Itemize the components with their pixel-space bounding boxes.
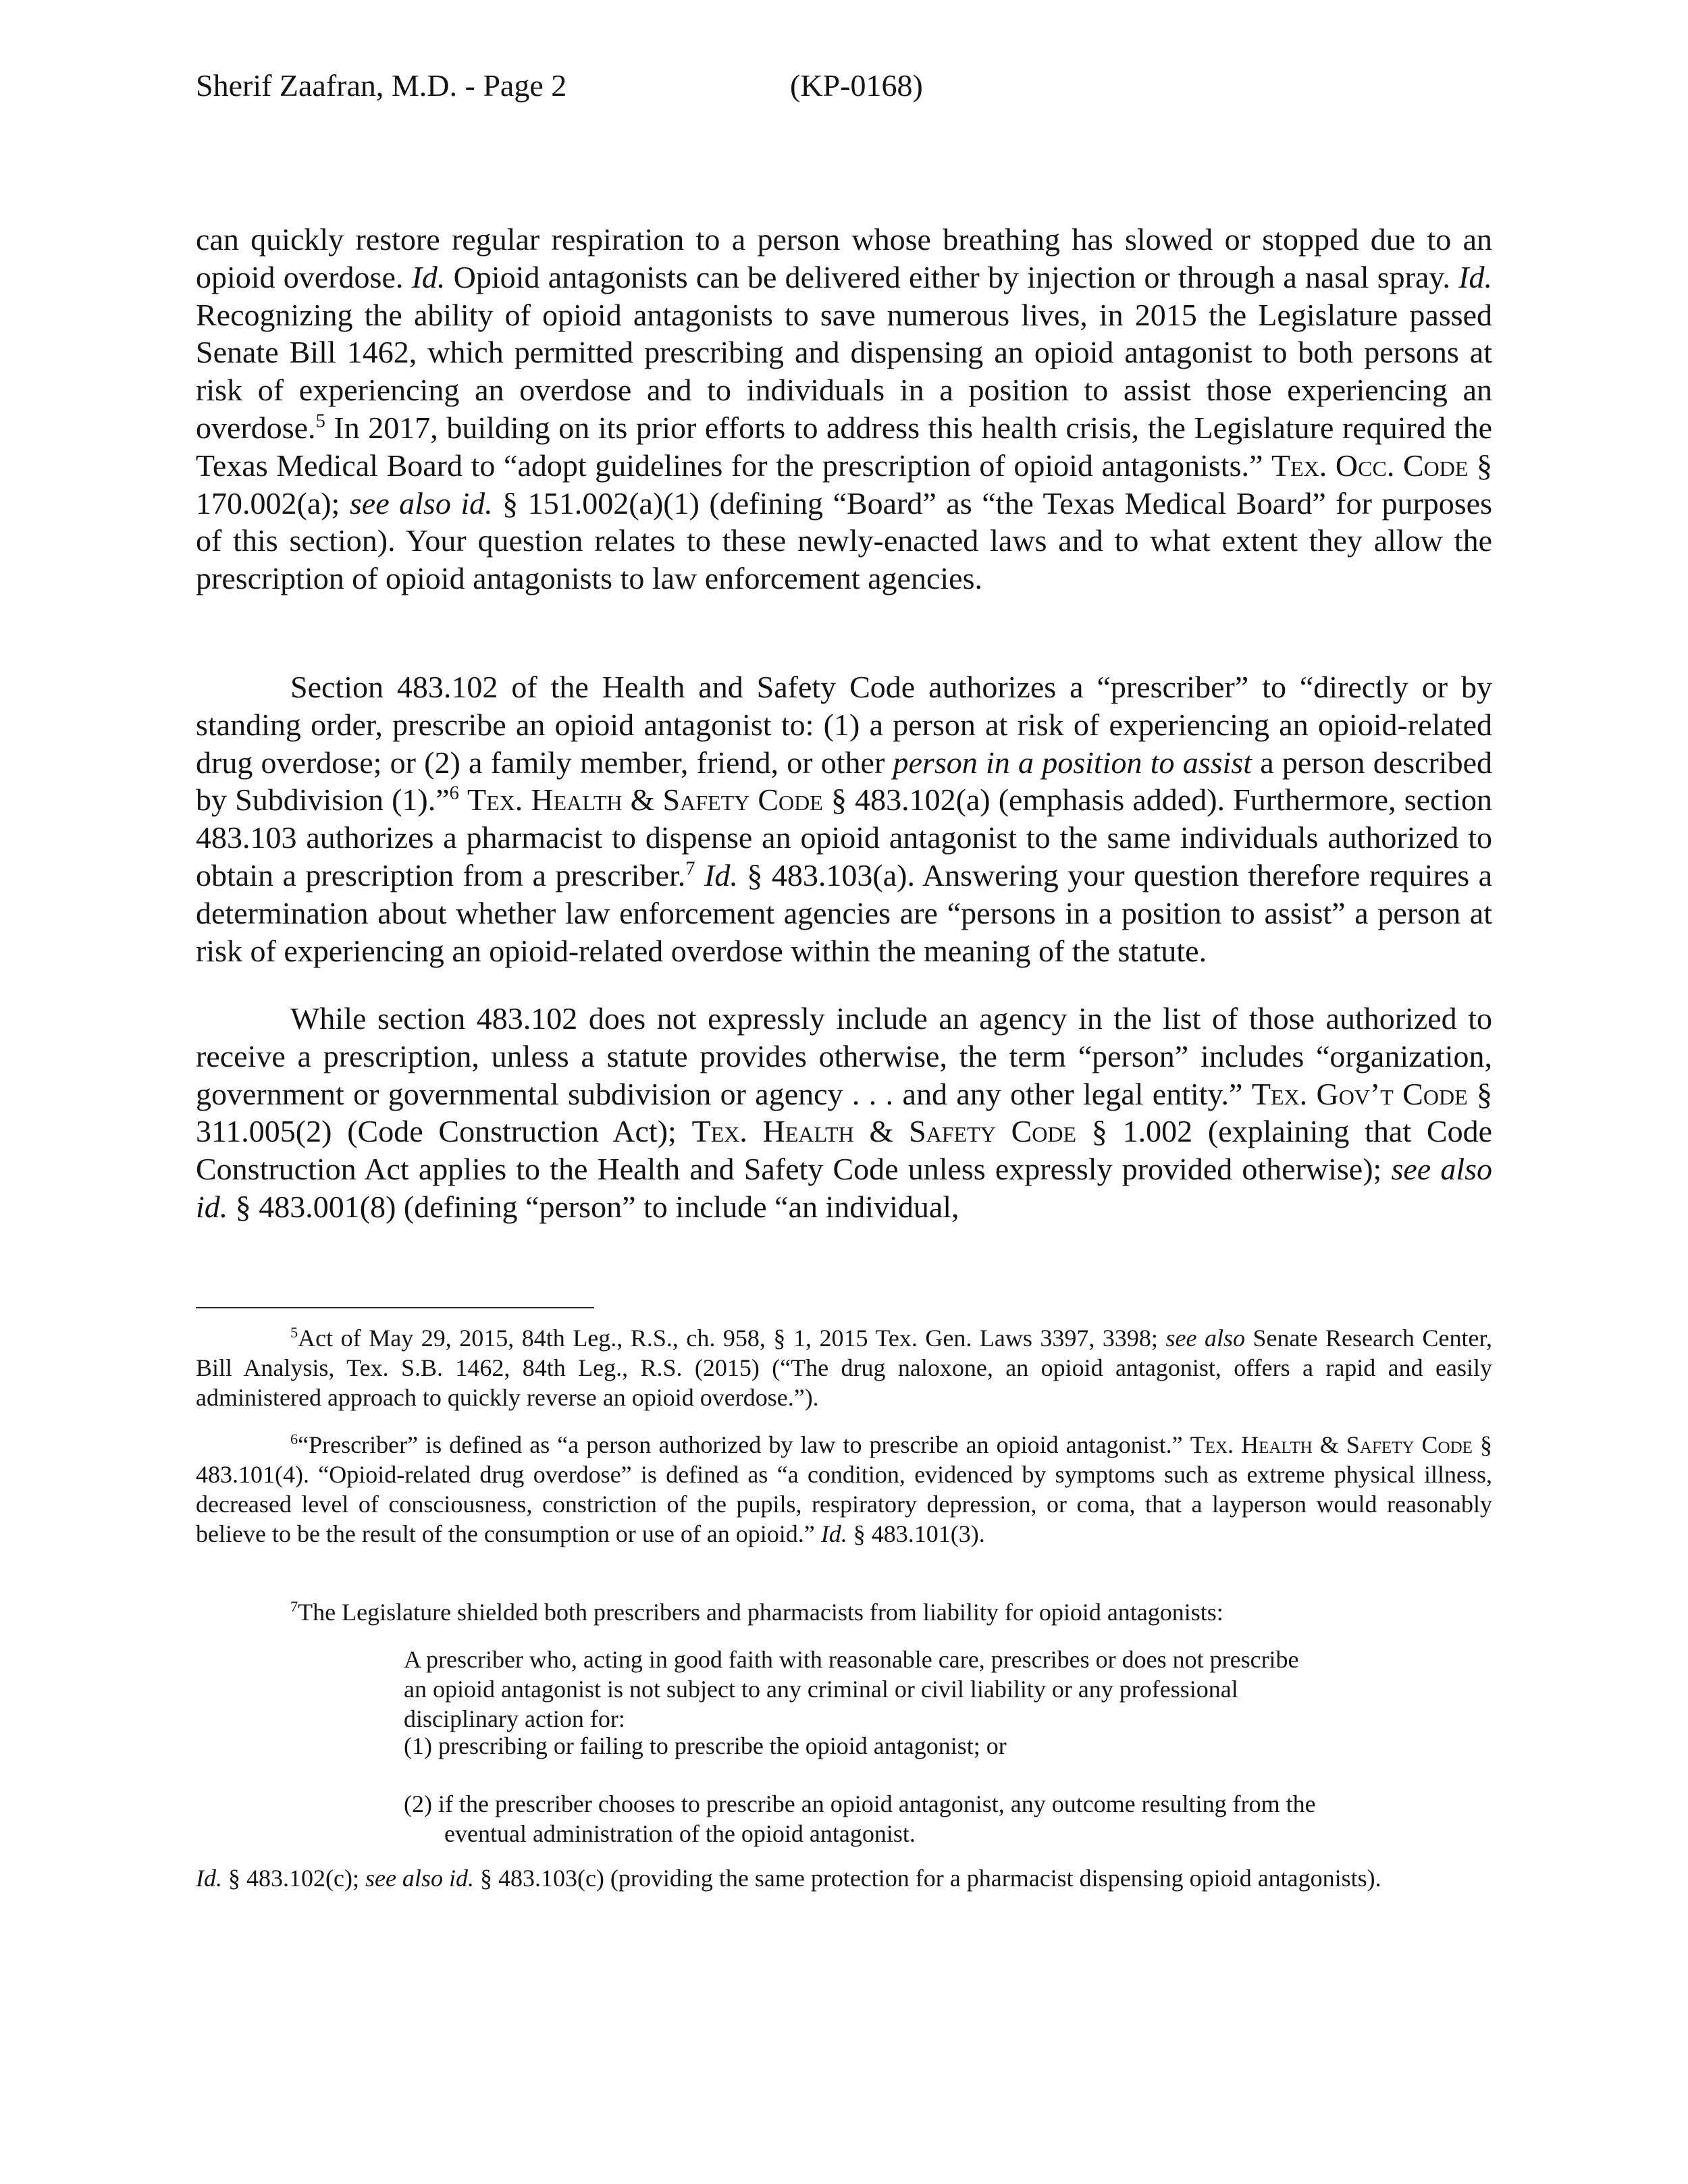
citation-id: Id.: [1458, 259, 1492, 294]
text: Opioid antagonists can be delivered either by injection or through a nasal spray.: [445, 259, 1459, 294]
text: § 151.002(a)(1) (defining “Board” as “the Texas Medical Board” for purposes of this section). Your question relates to these newly-enacted laws and to what extent they allow the prescription of opioid antagonists to law enforcement agencies.: [196, 485, 1492, 596]
text: a person described by Subdivision (1).”: [196, 745, 1492, 818]
citation-id: Id.: [820, 1520, 847, 1547]
citation-id: Id.: [704, 857, 738, 893]
text: § 483.001(8) (defining “person” to include “an individual,: [228, 1189, 959, 1224]
text: § 483.103(c) (providing the same protection for a pharmacist dispensing opioid antagonists).: [473, 1865, 1381, 1892]
code-citation: Tex. Health & Safety Code: [691, 1114, 1077, 1149]
footnote-number: 5: [290, 1324, 298, 1341]
body-paragraph-1: [196, 221, 1492, 597]
footnote-number: 6: [290, 1431, 298, 1447]
body-paragraph-3: [196, 1000, 1492, 1226]
footnote-7-citation: [196, 1863, 1492, 1893]
text: § 483.102(c);: [222, 1865, 365, 1892]
header-addressee: Sherif Zaafran, M.D. - Page 2: [196, 68, 567, 103]
text: Senate Research Center, Bill Analysis, Tex. S.B. 1462, 84th Leg., R.S. (2015) (“The drug naloxone, an opioid antagonist, offers a rapid and easily administered approach to quickly reverse an opioid overdose.”).: [196, 1325, 1492, 1411]
code-citation: Tex. Occ. Code: [1271, 448, 1469, 483]
header-opinion-number: (KP-0168): [790, 68, 923, 103]
text: [695, 858, 705, 893]
text: § 483.102(a) (emphasis added). Furthermore, section 483.103 authorizes a pharmacist to dispense an opioid antagonist to the same individuals authorized to obtain a prescription from a prescriber.: [196, 782, 1492, 893]
footnote-5: [196, 1323, 1492, 1412]
text: Act of May 29, 2015, 84th Leg., R.S., ch. 958, § 1, 2015 Tex. Gen. Laws 3397, 3398;: [298, 1325, 1166, 1352]
footnote-7: [196, 1597, 1492, 1627]
text: § 311.005(2) (Code Construction Act);: [196, 1076, 1493, 1149]
footnote-6: [196, 1430, 1492, 1549]
footnote-separator: [196, 1307, 594, 1308]
footnote-ref-6: 6: [449, 783, 459, 805]
text: “Prescriber” is defined as “a person authorized by law to prescribe an opioid antagonist.”: [298, 1431, 1190, 1458]
text: § 1.002 (explaining that Code Construction Act applies to the Health and Safety Code unless expressly provided otherwise);: [196, 1114, 1493, 1187]
text: § 170.002(a);: [196, 448, 1493, 521]
block-quote-item-2: (2) if the prescriber chooses to prescribe an opioid antagonist, any outcome resulting from the eventual administration of the opioid antagonist.: [404, 1790, 1316, 1847]
citation-id: Id.: [411, 259, 446, 294]
signal-see-also: see also id.: [349, 485, 493, 521]
text: can quickly restore regular respiration to a person whose breathing has slowed or stopped due to an opioid overdose.: [196, 222, 1492, 294]
text: In 2017, building on its prior efforts to address this health crisis, the Legislature required the Texas Medical Board to “adopt guidelines for the prescription of opioid antagonists.”: [196, 410, 1492, 483]
footnote-number: 7: [290, 1598, 298, 1615]
text: While section 483.102 does not expressly include an agency in the list of those authorized to receive a prescription, unless a statute provides otherwise, the term “person” includes “organization, government or governmental subdivision or agency . . . and any other legal entity.”: [196, 1001, 1492, 1111]
code-citation: Tex. Gov’t Code: [1251, 1076, 1468, 1111]
code-citation: Tex. Health & Safety Code: [1190, 1431, 1473, 1458]
text: Recognizing the ability of opioid antagonists to save numerous lives, in 2015 the Legislature passed Senate Bill 1462, which permitted prescribing and dispensing an opioid antagonist to both persons at risk of experiencing an overdose and to individuals in a position to assist those experiencing an overdose.: [196, 297, 1492, 445]
text: § 483.101(4). “Opioid-related drug overdose” is defined as “a condition, evidenced by symptoms such as extreme physical illness, decreased level of consciousness, constriction of the pupils, respiratory depression, or coma, that a layperson would reasonably believe to be the result of the consumption or use of an opioid.”: [196, 1431, 1492, 1547]
text: § 483.103(a). Answering your question therefore requires a determination about whether law enforcement agencies are “persons in a position to assist” a person at risk of experiencing an opioid-related overdose within the meaning of the statute.: [196, 857, 1493, 968]
signal-see-also: see also id.: [196, 1152, 1493, 1224]
page-header: [196, 68, 923, 103]
citation-id: Id.: [196, 1865, 222, 1892]
footnote-ref-7: 7: [685, 858, 695, 880]
signal-see-also: see also id.: [365, 1865, 474, 1892]
text: § 483.101(3).: [847, 1520, 985, 1547]
text: The Legislature shielded both prescribers and pharmacists from liability for opioid antagonists:: [298, 1599, 1223, 1626]
block-quote: A prescriber who, acting in good faith with reasonable care, prescribes or does not prescribe an opioid antagonist is not subject to any criminal or civil liability or any professional disciplinary action for:: [404, 1646, 1299, 1732]
block-quote-item-1: (1) prescribing or failing to prescribe the opioid antagonist; or: [404, 1732, 1007, 1759]
emphasis: person in a position to assist: [893, 745, 1252, 780]
text: [459, 782, 467, 817]
signal-see-also: see also: [1165, 1325, 1245, 1352]
footnote-ref-5: 5: [315, 410, 325, 432]
code-citation: Tex. Health & Safety Code: [467, 782, 823, 818]
text: Section 483.102 of the Health and Safety Code authorizes a “prescriber” to “directly or by standing order, prescribe an opioid antagonist to: (1) a person at risk of experiencing an opioid-related drug overdose; or (2) a family member, friend, or other: [196, 670, 1492, 780]
body-paragraph-2: [196, 668, 1492, 969]
